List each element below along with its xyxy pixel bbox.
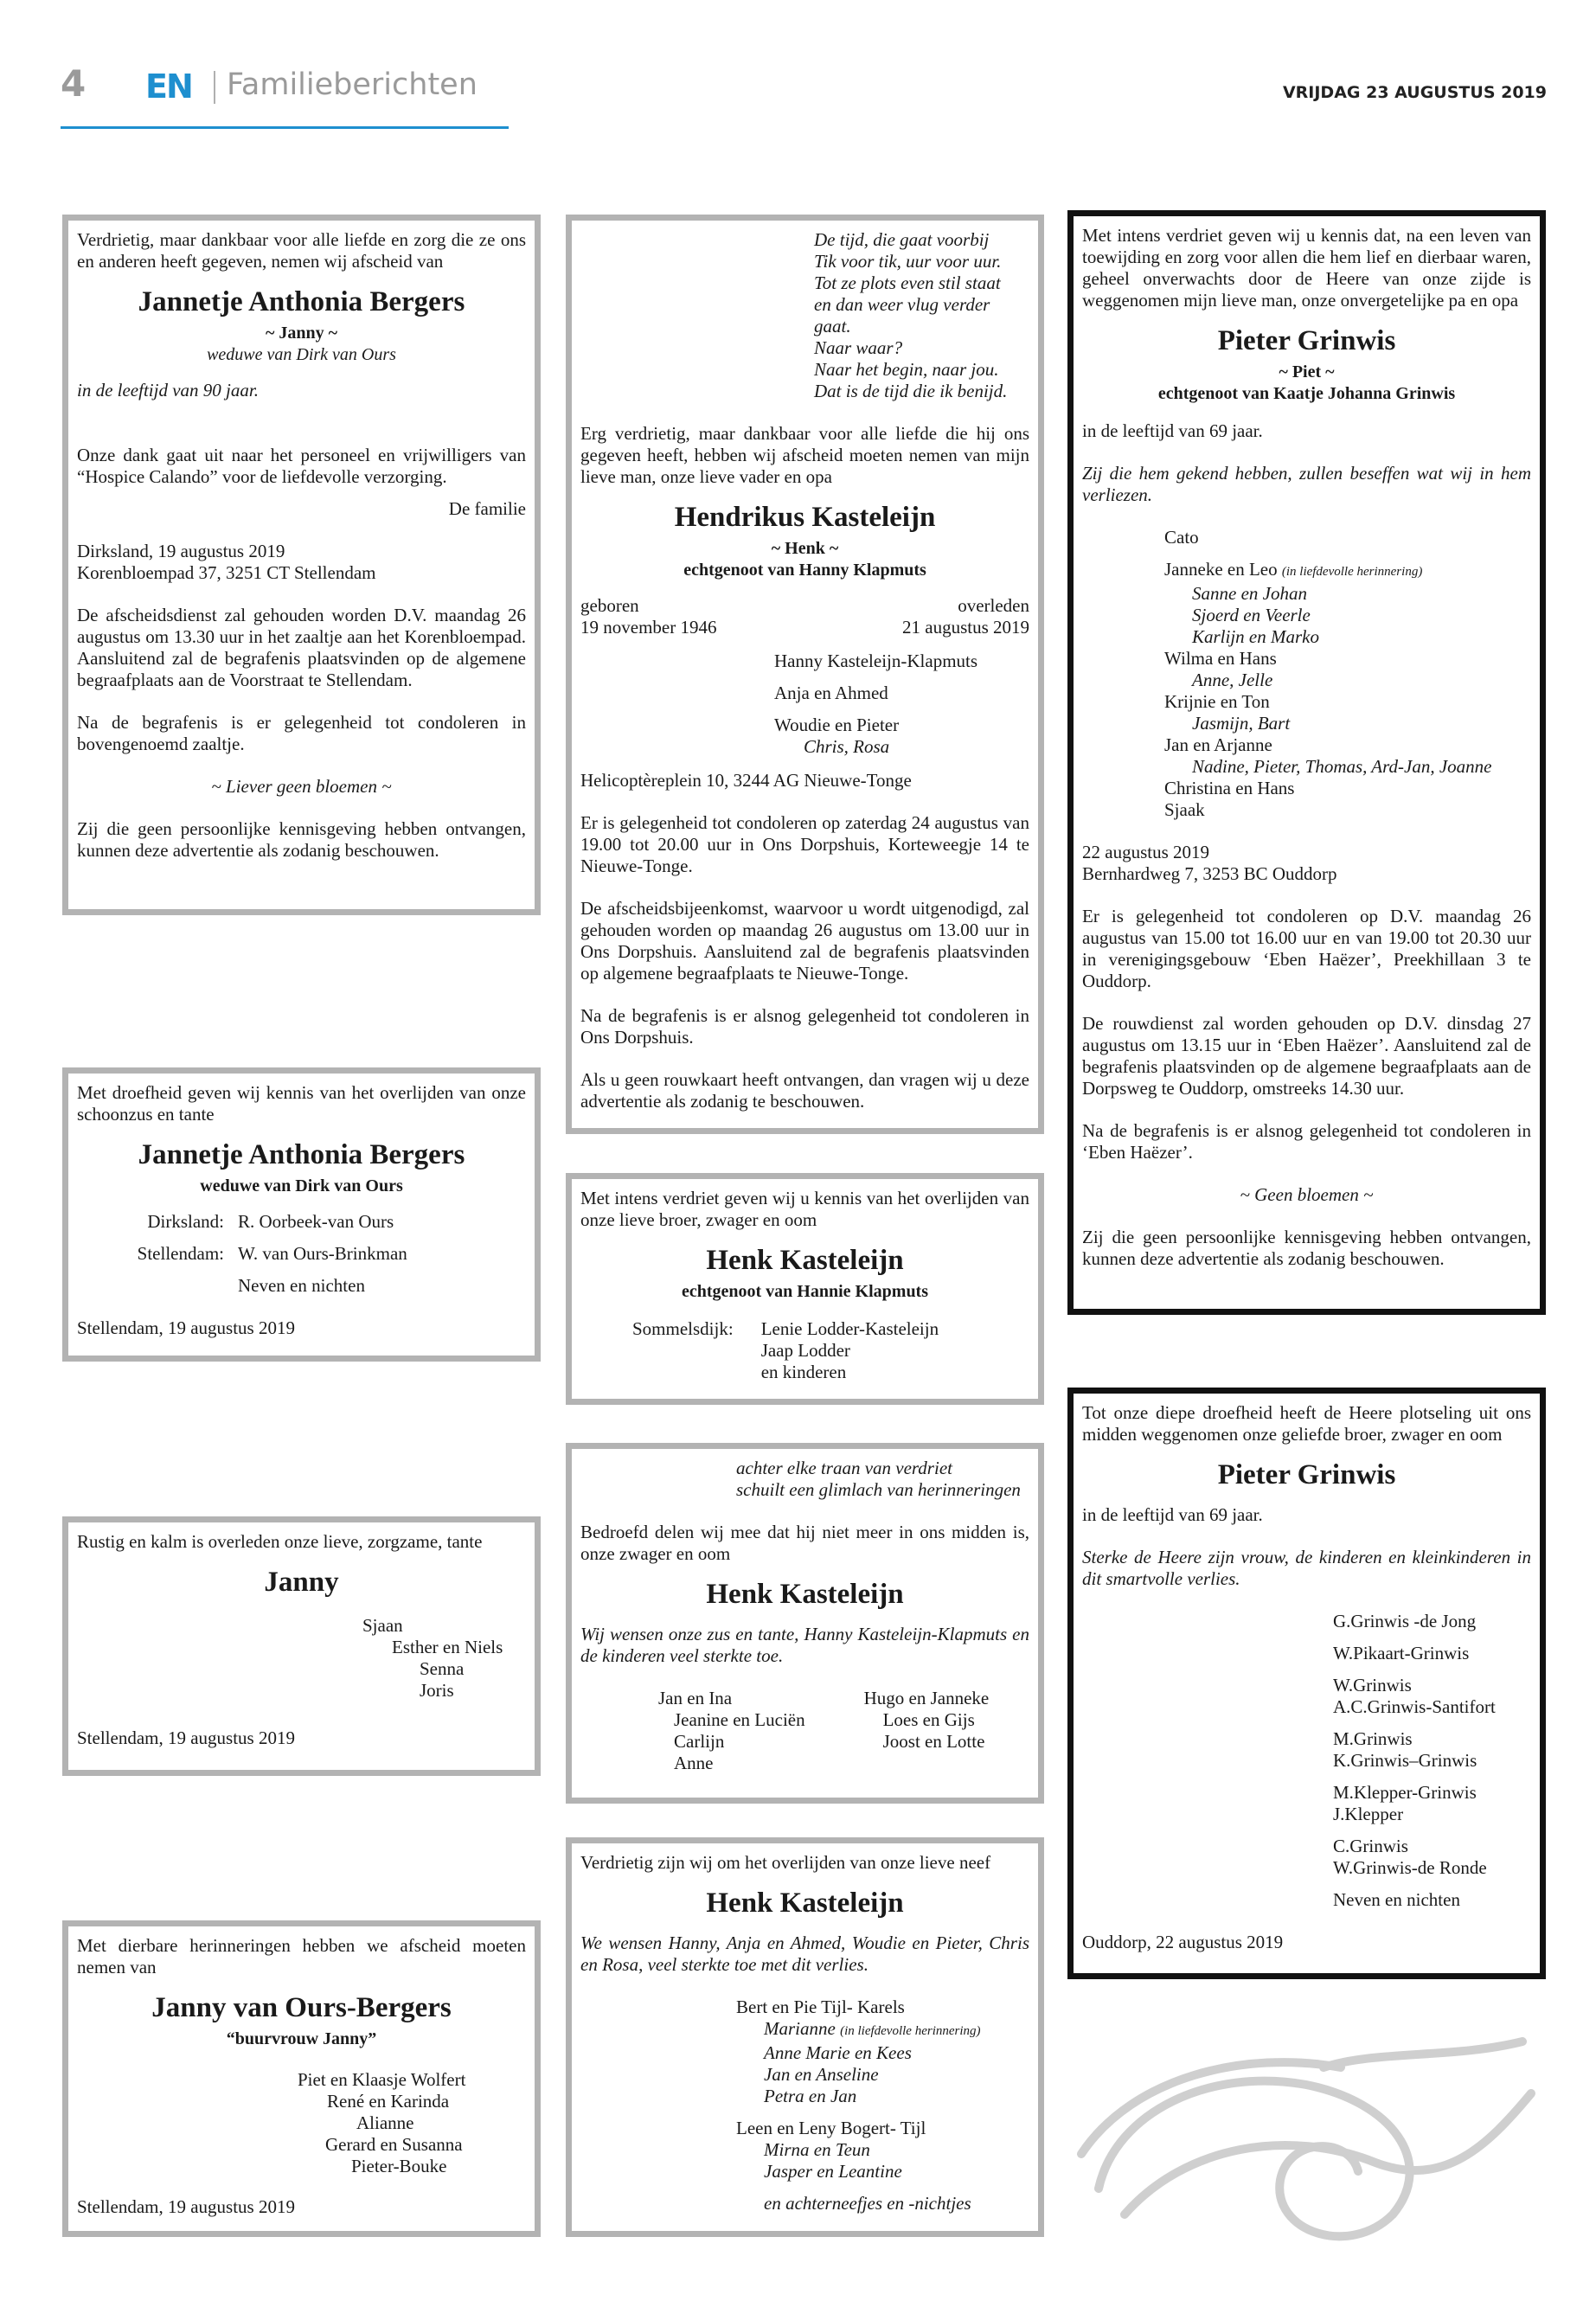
quote-line: achter elke traan van verdriet: [736, 1458, 952, 1478]
address: Helicoptèreplein 10, 3244 AG Nieuwe-Tonge: [580, 770, 912, 791]
family-member: Anja en Ahmed: [774, 683, 888, 703]
place-date: Stellendam, 19 augustus 2019: [77, 2196, 295, 2217]
deceased-name: Henk Kasteleijn: [706, 1579, 904, 1610]
family-member: Christina en Hans: [1164, 778, 1295, 798]
family-list: [774, 651, 1029, 758]
signer-name: Leen en Leny Bogert- Tijl: [736, 2118, 926, 2138]
signers: [632, 1318, 1029, 1383]
page-number: 4: [61, 62, 87, 105]
obituary-ad-henk-broer: [566, 1173, 1044, 1405]
place-date: Ouddorp, 22 augustus 2019: [1082, 1932, 1284, 1952]
spouse-line: echtgenoot van Kaatje Johanna Grinwis: [1157, 384, 1456, 403]
notice-text: Zij die geen persoonlijke kennisgeving hebben ontvangen, kunnen deze advertentie als zodanig beschouwen.: [77, 818, 526, 861]
died-label: overleden: [958, 595, 1029, 616]
obituary-ad-pieter-grinwis: [1067, 210, 1546, 1315]
decorative-swirl: [1064, 2016, 1548, 2275]
condolence-text-2: Na de begrafenis is er alsnog gelegenheid tot condoleren in ‘Eben Haëzer’.: [1082, 1120, 1531, 1163]
signer-name: Jeanine en Luciën: [674, 1709, 805, 1730]
ad-intro: Erg verdrietig, maar dankbaar voor alle liefde die hij ons gegeven heeft, hebben wij afscheid moeten nemen van mijn lieve man, onze lieve vader en opa: [580, 423, 1029, 487]
address: Bernhardweg 7, 3253 BC Ouddorp: [1082, 863, 1337, 884]
signers: [362, 1615, 526, 1702]
family-member: Anne, Jelle: [1192, 670, 1273, 690]
poem: [814, 229, 1029, 402]
marianne-name: Marianne: [764, 2018, 836, 2039]
spouse-line: weduwe van Dirk van Ours: [207, 345, 396, 364]
deceased-name: Jannetje Anthonia Bergers: [138, 286, 465, 317]
family-member: Woudie en Pieter: [774, 715, 900, 735]
ad-intro: Rustig en kalm is overleden onze lieve, zorgzame, tante: [77, 1531, 483, 1552]
deceased-name: Janny: [264, 1567, 339, 1598]
signer-name: Bert en Pie Tijl- Karels: [736, 1997, 905, 2017]
deceased-name: Janny van Ours-Bergers: [151, 1992, 452, 2023]
obituary-ad-henk-zwager: [566, 1443, 1044, 1804]
date: 22 augustus 2019: [1082, 842, 1209, 862]
signer-name: Alianne: [356, 2112, 414, 2133]
condolence-text: Na de begrafenis is er gelegenheid tot condoleren in bovengenoemd zaaltje.: [77, 712, 526, 754]
deceased-name: Hendrikus Kasteleijn: [674, 502, 936, 533]
signer-name: Jaap Lodder: [760, 1340, 850, 1361]
nickname: “buurvrouw Janny”: [226, 2029, 377, 2048]
header-rule: [61, 126, 509, 129]
ad-intro: Verdrietig zijn wij om het overlijden van onze lieve neef: [580, 1852, 991, 1873]
ad-intro: Met dierbare herinneringen hebben we afscheid moeten nemen van: [77, 1935, 526, 1977]
thanks-text: Onze dank gaat uit naar het personeel en vrijwilligers van “Hospice Calando” voor de liefdevolle verzorging.: [77, 445, 526, 487]
nickname: ~ Piet ~: [1279, 362, 1335, 381]
header-divider: [214, 71, 215, 104]
ad-intro: Tot onze diepe droefheid heeft de Heere plotseling uit ons midden weggenomen onze geliefde broer, zwager en oom: [1082, 1402, 1531, 1445]
signer-place: Dirksland:: [147, 1211, 224, 1232]
condolence-text: Er is gelegenheid tot condoleren op D.V. maandag 26 augustus van 15.00 tot 16.00 uur en van 19.00 tot 20.30 uur in verenigingsgebouw ‘Eben Haëzer’, Preekhillaan 3 te Ouddorp.: [1082, 906, 1531, 991]
signer-name: K.Grinwis–Grinwis: [1333, 1750, 1477, 1771]
signer-name: Gerard en Susanna: [325, 2134, 463, 2155]
signer-name: W.Grinwis-de Ronde: [1333, 1857, 1487, 1878]
nickname: ~ Henk ~: [771, 539, 839, 558]
deceased-name: Pieter Grinwis: [1217, 325, 1396, 356]
ad-intro: Verdrietig, maar dankbaar voor alle liefde en zorg die ze ons en anderen heeft gegeven, nemen wij afscheid van: [77, 229, 526, 272]
flowers-note: ~ Liever geen bloemen ~: [211, 776, 392, 797]
poem-line: Naar het begin, naar jou.: [814, 359, 999, 380]
signer-place: Sommelsdijk:: [632, 1318, 734, 1339]
signer-name: Senna: [420, 1658, 465, 1679]
wish-text: Sterke de Heere zijn vrouw, de kinderen en kleinkinderen in dit smartvolle verlies.: [1082, 1547, 1531, 1589]
obituary-ad-bergers-family: [62, 1067, 541, 1362]
family-member: Karlijn en Marko: [1192, 626, 1319, 647]
signer-name: W.Pikaart-Grinwis: [1333, 1643, 1470, 1663]
signer-name: Joris: [420, 1680, 454, 1701]
signer-name: Mirna en Teun: [764, 2139, 870, 2160]
family-member: Cato: [1164, 527, 1199, 548]
died-date: 21 augustus 2019: [902, 617, 1029, 638]
notice-text: Als u geen rouwkaart heeft ontvangen, dan vragen wij u deze advertentie als zodanig te beschouwen.: [580, 1069, 1029, 1112]
spouse-line: echtgenoot van Hanny Klapmuts: [683, 561, 926, 580]
place-date: Stellendam, 19 augustus 2019: [77, 1317, 295, 1338]
born-died: [580, 595, 1029, 638]
deceased-name: Henk Kasteleijn: [706, 1245, 904, 1276]
signer-name: Pieter-Bouke: [351, 2156, 447, 2176]
spouse-line: weduwe van Dirk van Ours: [200, 1176, 403, 1195]
family-member: Jan en Arjanne: [1164, 734, 1272, 755]
signer-name: Sjaan: [362, 1615, 403, 1636]
address: Korenbloempad 37, 3251 CT Stellendam: [77, 562, 376, 583]
signers: [1333, 1611, 1531, 1911]
signer-name: M.Grinwis: [1333, 1728, 1413, 1749]
wish-text: We wensen Hanny, Anja en Ahmed, Woudie en Pieter, Chris en Rosa, veel sterkte toe met dit verlies.: [580, 1932, 1029, 1975]
signer-name: René en Karinda: [327, 2091, 450, 2112]
age-line: in de leeftijd van 69 jaar.: [1082, 420, 1263, 441]
poem-line: Tot ze plots even stil staat: [814, 272, 1001, 293]
verse: Zij die hem gekend hebben, zullen beseffen wat wij in hem verliezen.: [1082, 463, 1531, 505]
spouse-line: echtgenoot van Hannie Klapmuts: [681, 1282, 929, 1301]
obituary-ad-henk-neef: [566, 1837, 1044, 2237]
family-member: Chris, Rosa: [804, 736, 890, 757]
signer-name: W.Grinwis: [1333, 1675, 1412, 1695]
obituary-ad-bergers: [62, 215, 541, 915]
signer-name: Neven en nichten: [1333, 1889, 1460, 1910]
family-member: [1164, 559, 1531, 583]
signer-name: Joost en Lotte: [882, 1731, 985, 1752]
place-date: Stellendam, 19 augustus 2019: [77, 1727, 295, 1748]
deceased-name: Pieter Grinwis: [1217, 1459, 1396, 1490]
notice-text: Zij die geen persoonlijke kennisgeving hebben ontvangen, kunnen deze advertentie als zodanig beschouwen.: [1082, 1227, 1531, 1269]
quote-line: schuilt een glimlach van herinneringen: [736, 1479, 1021, 1500]
ad-intro: Met intens verdriet geven wij u kennis van het overlijden van onze lieve broer, zwager en oom: [580, 1188, 1029, 1230]
family-member: Nadine, Pieter, Thomas, Ard-Jan, Joanne: [1192, 756, 1492, 777]
ad-intro: Bedroefd delen wij mee dat hij niet meer in ons midden is, onze zwager en oom: [580, 1522, 1029, 1564]
family-member: Hanny Kasteleijn-Klapmuts: [774, 651, 978, 671]
nickname: ~ Janny ~: [265, 324, 338, 343]
family-member: Wilma en Hans: [1164, 648, 1277, 669]
signer-name: Jasper en Leantine: [764, 2161, 902, 2182]
condolence-text-2: Na de begrafenis is er alsnog gelegenheid tot condoleren in Ons Dorpshuis.: [580, 1005, 1029, 1048]
family-list: [1164, 527, 1531, 821]
signer-name: Neven en nichten: [238, 1275, 365, 1296]
signer-name: R. Oorbeek-van Ours: [238, 1211, 394, 1232]
wish-text: Wij wensen onze zus en tante, Hanny Kasteleijn-Klapmuts en de kinderen veel sterkte toe.: [580, 1624, 1029, 1666]
signer-name: C.Grinwis: [1333, 1836, 1408, 1856]
signer-name: Lenie Lodder-Kasteleijn: [760, 1318, 939, 1339]
obituary-ad-hendrikus: [566, 215, 1044, 1134]
signer-name: W. van Ours-Brinkman: [238, 1243, 407, 1264]
edition-date: VRIJDAG 23 AUGUSTUS 2019: [1282, 83, 1547, 102]
memory-note: (in liefdevolle herinnering): [1281, 565, 1423, 579]
family-member: Krijnie en Ton: [1164, 691, 1270, 712]
signer-name: Jan en Ina: [658, 1688, 733, 1708]
signer-name: en kinderen: [760, 1362, 847, 1382]
signer-name: Jan en Anseline: [764, 2064, 879, 2085]
signer-place: [77, 1275, 224, 1297]
family-member: Sanne en Johan: [1192, 583, 1307, 604]
service-text: De rouwdienst zal worden gehouden op D.V. dinsdag 27 augustus om 13.15 uur in ‘Eben Haëzer’. Aansluitend zal de begrafenis plaatsvinden op de algemene begraafplaats aan de Dorpsweg te Ouddorp, omstreeks 14.30 uur.: [1082, 1013, 1531, 1099]
signer-name: en achterneefjes en -nichtjes: [764, 2193, 971, 2214]
signer-name: Carlijn: [674, 1731, 725, 1752]
ad-intro: Met intens verdriet geven wij u kennis dat, na een leven van toewijding en zorg voor allen die hem lief en dierbaar waren, geheel onverwachts door de Heere van onze zijde is weggenomen mijn lieve man, onze onvergetelijke pa en opa: [1082, 225, 1531, 311]
signers: [736, 1997, 1029, 2214]
age-line: in de leeftijd van 90 jaar.: [77, 380, 259, 401]
service-text: De afscheidsdienst zal gehouden worden D.V. maandag 26 augustus om 13.30 uur in het zaaltje aan het Korenbloempad. Aansluitend zal de begrafenis plaatsvinden op de algemene begraafplaats aan de Voorstraat te Stellendam.: [77, 605, 526, 690]
signers: [658, 1688, 1029, 1774]
signer-name: G.Grinwis -de Jong: [1333, 1611, 1477, 1631]
signers: [77, 1211, 526, 1297]
newspaper-logo: EN: [145, 67, 192, 106]
service-text: De afscheidsbijeenkomst, waarvoor u wordt uitgenodigd, zal gehouden worden op maandag 26 augustus om 13.00 uur in Ons Dorpshuis. Aansluitend zal de begrafenis plaatsvinden op algemene begraafplaats te Nieuwe-Tonge.: [580, 898, 1029, 984]
section-title: Familieberichten: [227, 67, 478, 102]
quote: [736, 1458, 1029, 1501]
deceased-name: Henk Kasteleijn: [706, 1888, 904, 1919]
flowers-note: ~ Geen bloemen ~: [1240, 1184, 1374, 1205]
obituary-ad-janny: [62, 1516, 541, 1776]
signer-name: [736, 2018, 1029, 2042]
family-member: Sjoerd en Veerle: [1192, 605, 1311, 625]
poem-line: Naar waar?: [814, 337, 903, 358]
signers: [298, 2069, 526, 2177]
signer-name: Anne Marie en Kees: [764, 2042, 912, 2063]
ad-intro: Met droefheid geven wij kennis van het overlijden van onze schoonzus en tante: [77, 1082, 526, 1125]
poem-line: Dat is de tijd die ik benijd.: [814, 381, 1008, 401]
signer-name: Piet en Klaasje Wolfert: [298, 2069, 466, 2090]
family-member: Jasmijn, Bart: [1192, 713, 1291, 734]
family-member: Sjaak: [1164, 799, 1205, 820]
poem-line: Tik voor tik, uur voor uur.: [814, 251, 1002, 272]
signer-name: Hugo en Janneke: [863, 1688, 990, 1708]
poem-line: De tijd, die gaat voorbij: [814, 229, 990, 250]
family-member-name: Janneke en Leo: [1164, 559, 1278, 580]
signer-name: Petra en Jan: [764, 2086, 857, 2106]
age-line: in de leeftijd van 69 jaar.: [1082, 1504, 1263, 1525]
signer-name: J.Klepper: [1333, 1804, 1404, 1824]
obituary-ad-pieter-broer: [1067, 1388, 1546, 1979]
place-date: Dirksland, 19 augustus 2019: [77, 541, 285, 561]
memory-note: (in liefdevolle herinnering): [840, 2024, 981, 2038]
family-signature: De familie: [448, 498, 526, 519]
born-date: 19 november 1946: [580, 617, 717, 638]
signer-name: Esther en Niels: [392, 1637, 503, 1657]
signer-name: M.Klepper-Grinwis: [1333, 1782, 1477, 1803]
born-label: geboren: [580, 595, 639, 616]
obituary-ad-van-ours: [62, 1920, 541, 2237]
deceased-name: Jannetje Anthonia Bergers: [138, 1139, 465, 1170]
signer-name: Loes en Gijs: [882, 1709, 975, 1730]
signer-place: Stellendam:: [137, 1243, 224, 1264]
condolence-text: Er is gelegenheid tot condoleren op zaterdag 24 augustus van 19.00 tot 20.00 uur in Ons Dorpshuis, Korteweegje 14 te Nieuwe-Tonge.: [580, 812, 1029, 876]
signer-name: A.C.Grinwis-Santifort: [1333, 1696, 1496, 1717]
signer-name: Anne: [674, 1753, 714, 1773]
poem-line: en dan weer vlug verder gaat.: [814, 294, 990, 336]
